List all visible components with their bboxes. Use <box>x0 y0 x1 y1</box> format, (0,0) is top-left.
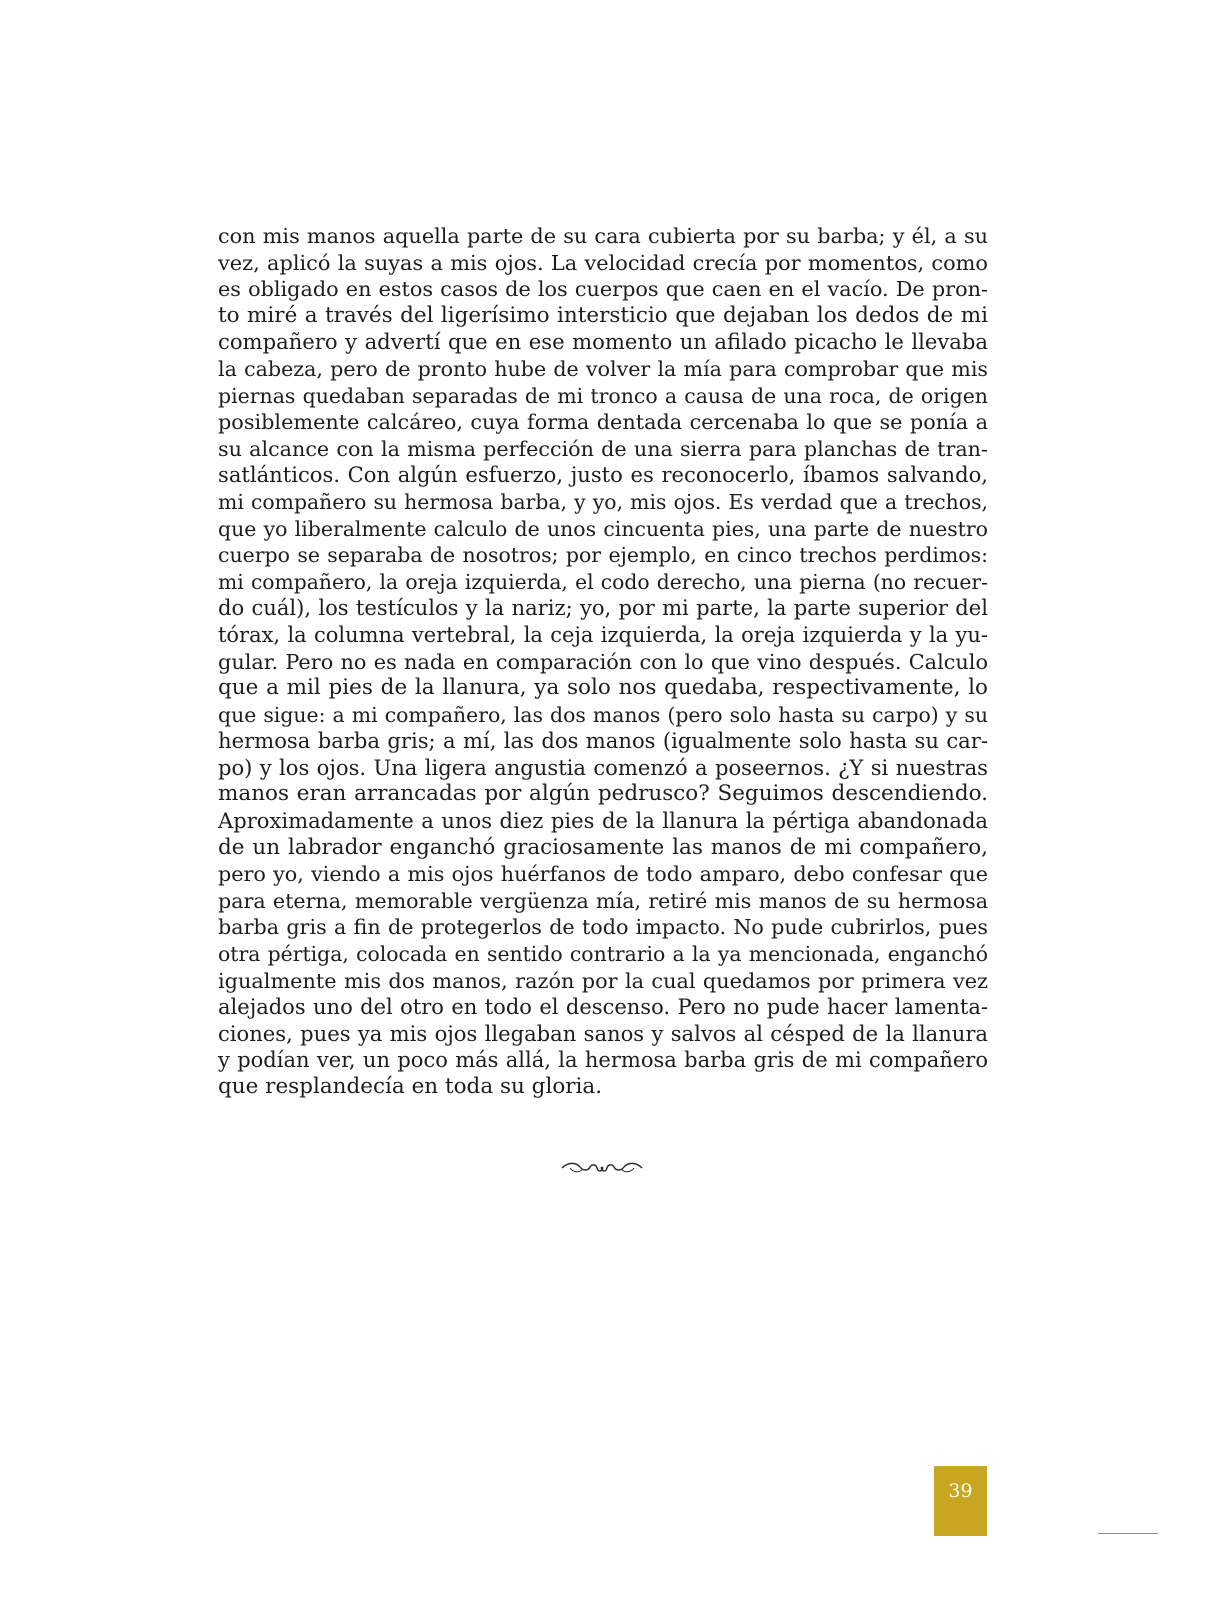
text-line: y podían ver, un poco más allá, la hermosa barba gris de mi compañero <box>218 1047 988 1073</box>
text-line: su alcance con la misma perfección de una sierra para planchas de tran- <box>218 436 988 461</box>
text-line: tórax, la columna vertebral, la ceja izquierda, la oreja izquierda y la yu- <box>218 622 988 647</box>
text-line: barba gris a fin de protegerlos de todo impacto. No pude cubrirlos, pues <box>218 915 988 940</box>
text-line: vez, aplicó la suyas a mis ojos. La velocidad crecía por momentos, como <box>218 250 988 275</box>
text-line: que sigue: a mi compañero, las dos manos (pero solo hasta su carpo) y su <box>218 702 988 727</box>
text-line: que yo liberalmente calculo de unos cincuenta pies, una parte de nuestro <box>218 516 988 541</box>
text-line: hermosa barba gris; a mí, las dos manos (igualmente solo hasta su car- <box>218 728 988 754</box>
text-line: posiblemente calcáreo, cuya forma dentada cercenaba lo que se ponía a <box>218 410 988 435</box>
text-line: la cabeza, pero de pronto hube de volver la mía para comprobar que mis <box>218 356 988 381</box>
text-line: Aproximadamente a unos diez pies de la llanura la pértiga abandonada <box>218 808 988 834</box>
text-line: es obligado en estos casos de los cuerpos que caen en el vacío. De pron- <box>218 277 988 302</box>
text-line: con mis manos aquella parte de su cara cubierta por su barba; y él, a su <box>218 224 988 248</box>
text-line: piernas quedaban separadas de mi tronco a causa de una roca, de origen <box>218 383 988 408</box>
flourish-ornament-icon <box>560 1159 644 1177</box>
text-line: pero yo, viendo a mis ojos huérfanos de todo amparo, debo confesar que <box>218 862 988 887</box>
text-line: alejados uno del otro en todo el descenso. Pero no pude hacer lamenta- <box>218 994 988 1020</box>
text-line: otra pértiga, colocada en sentido contrario a la ya mencionada, enganchó <box>218 942 988 967</box>
text-line: que a mil pies de la llanura, ya solo nos quedaba, respectivamente, lo <box>218 675 988 701</box>
text-line: para eterna, memorable vergüenza mía, retiré mis manos de su hermosa <box>218 888 988 913</box>
text-line-last: que resplandecía en toda su gloria. <box>218 1074 603 1099</box>
text-line: compañero y advertí que en ese momento un afilado picacho le llevaba <box>218 329 988 355</box>
text-line: to miré a través del ligerísimo intersticio que dejaban los dedos de mi <box>218 302 988 328</box>
text-line: satlánticos. Con algún esfuerzo, justo es reconocerlo, íbamos salvando, <box>218 462 988 488</box>
footer-rule <box>1098 1533 1158 1534</box>
text-line: de un labrador enganchó graciosamente las manos de mi compañero, <box>218 834 988 860</box>
page-number-badge <box>934 1466 987 1536</box>
body-paragraph <box>218 223 988 1101</box>
text-line: igualmente mis dos manos, razón por la cual quedamos por primera vez <box>218 968 988 993</box>
text-line: cuerpo se separaba de nosotros; por ejemplo, en cinco trechos perdimos: <box>218 543 988 568</box>
text-line: po) y los ojos. Una ligera angustia comenzó a poseernos. ¿Y si nuestras <box>218 754 988 780</box>
text-line: mi compañero, la oreja izquierda, el codo derecho, una pierna (no recuer- <box>218 569 988 594</box>
text-line: gular. Pero no es nada en comparación con lo que vino después. Calculo <box>218 649 988 674</box>
page-number: 39 <box>948 1480 973 1502</box>
text-line: mi compañero su hermosa barba, y yo, mis ojos. Es verdad que a trechos, <box>218 489 988 514</box>
text-line: do cuál), los testículos y la nariz; yo, por mi parte, la parte superior del <box>218 595 988 621</box>
text-line: ciones, pues ya mis ojos llegaban sanos y salvos al césped de la llanura <box>218 1020 988 1046</box>
text-line: manos eran arrancadas por algún pedrusco? Seguimos descendiendo. <box>218 781 988 807</box>
